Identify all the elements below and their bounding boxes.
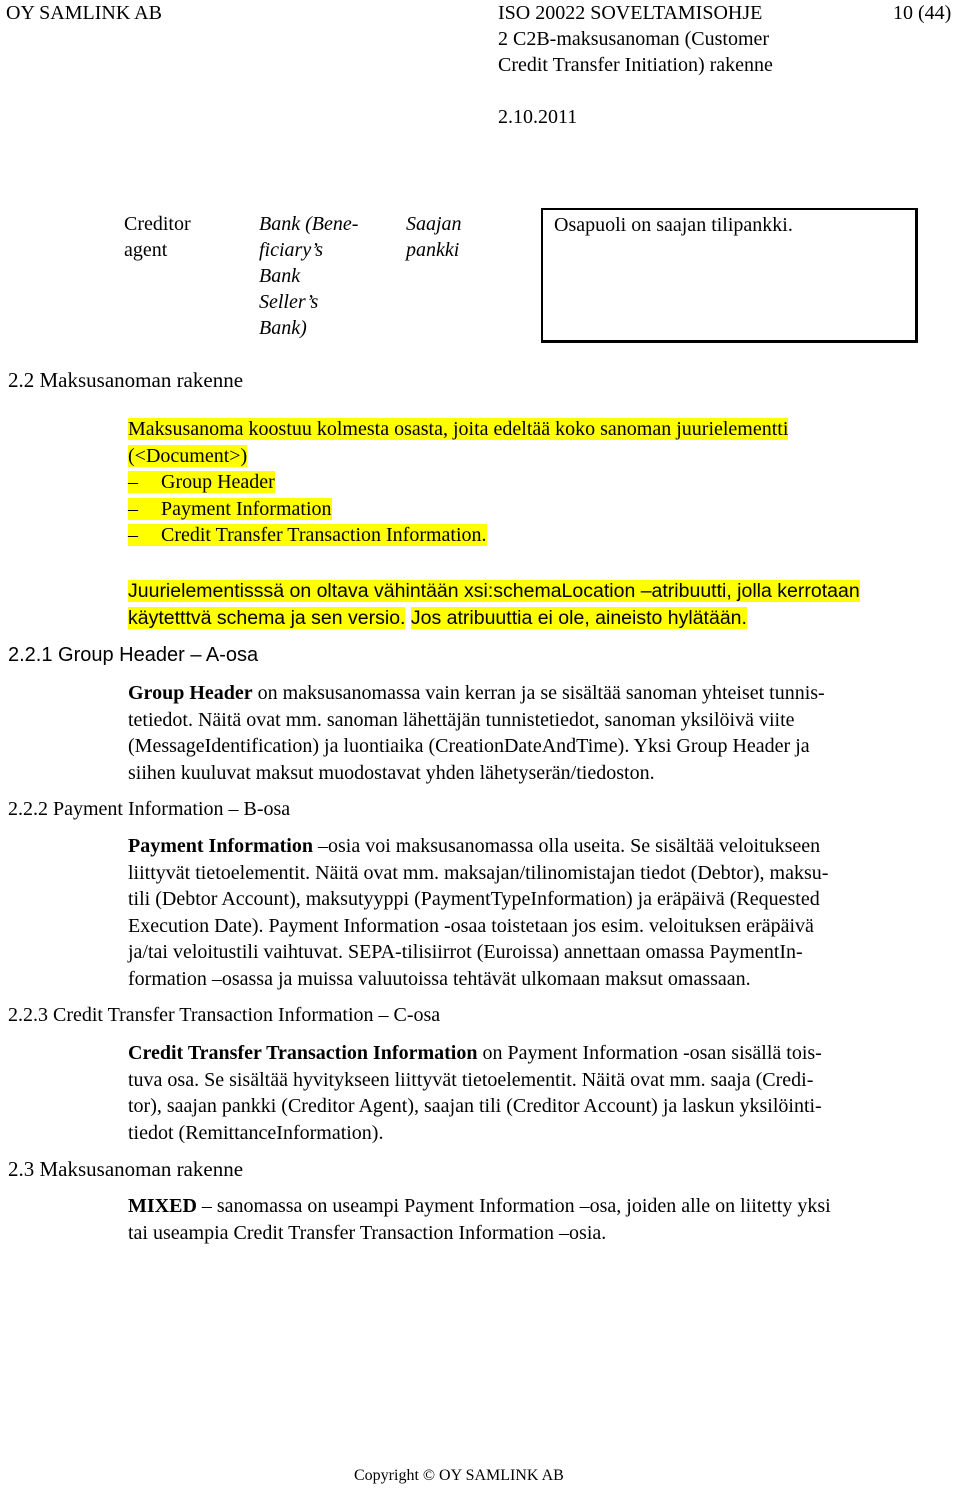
cell-line: Saajan: [406, 213, 462, 235]
document-title: ISO 20022 SOVELTAMISOHJE: [498, 2, 763, 24]
paragraph-line: tiedot (RemittanceInformation).: [128, 1121, 384, 1144]
line-text: on Payment Information -osan sisällä tois-: [477, 1042, 822, 1064]
note-line: [128, 578, 948, 605]
paragraph-line: tili (Debtor Account), maksutyyppi (PaymentTypeInformation) ja eräpäivä (Requested: [128, 888, 820, 910]
payment-information-paragraph: [128, 833, 928, 992]
note-line: [128, 605, 948, 632]
list-item-label: Credit Transfer Transaction Information.: [161, 524, 487, 546]
note-text: Jos atribuuttia ei ole, aineisto hylätään.: [410, 606, 747, 629]
paragraph-line: tai useampia Credit Transfer Transaction Information –osia.: [128, 1221, 607, 1244]
paragraph-line: siihen kuuluvat maksut muodostavat yhden lähetyserän/tiedoston.: [128, 761, 655, 784]
intro-line: [128, 443, 928, 470]
paragraph-line: liittyvät tietoelementit. Näitä ovat mm. maksajan/tilinomistajan tiedot (Debtor), maksu-: [128, 861, 829, 884]
cell-line: Bank): [259, 317, 307, 339]
cell-line: Osapuoli on saajan tilipankki.: [554, 214, 793, 236]
note-text: Juurielementisssä on oltava vähintään xsi:schemaLocation –atribuutti, jolla kerrotaan: [128, 580, 860, 602]
list-item: [128, 469, 928, 496]
paragraph-line: [128, 1193, 928, 1220]
list-item: [128, 522, 928, 549]
paragraph-line: [128, 833, 928, 860]
line-text: – sanomassa on useampi Payment Information –osa, joiden alle on liitetty yksi: [196, 1195, 831, 1217]
cell-line: Bank: [259, 265, 301, 287]
company-name: OY SAMLINK AB: [6, 2, 162, 24]
cell-line: ficiary’s: [259, 239, 324, 261]
cell-line: pankki: [406, 239, 460, 261]
paragraph-line: (MessageIdentification) ja luontiaika (CreationDateAndTime). Yksi Group Header ja: [128, 735, 810, 757]
paragraph-line: tetiedot. Näitä ovat mm. sanoman lähettäjän tunnistetiedot, sanoman yksilöivä viite: [128, 708, 795, 731]
note-text: käytetttvä schema ja sen versio.: [128, 606, 406, 629]
term-group-header: Group Header: [128, 682, 253, 704]
line-text: on maksusanomassa vain kerran ja se sisältää sanoman yhteiset tunnis-: [252, 682, 825, 704]
section-heading-2-2-3: 2.2.3 Credit Transfer Transaction Information – C-osa: [8, 1004, 441, 1026]
list-item-label: Payment Information: [161, 497, 332, 520]
dash-bullet: –: [128, 497, 138, 520]
group-header-paragraph: [128, 680, 928, 786]
party-definition-table: [112, 208, 918, 343]
paragraph-line: formation –osassa ja muissa valuutoissa tehtävät ulkomaan maksut omassaan.: [128, 967, 751, 990]
cell-line: Creditor: [124, 213, 191, 235]
structure-intro: [128, 416, 928, 549]
dash-bullet: –: [128, 471, 138, 493]
list-item-label: Group Header: [161, 471, 275, 493]
document-subtitle-line-1: 2 C2B-maksusanoman (Customer: [498, 28, 770, 50]
cell-iso-name: [112, 209, 259, 341]
term-payment-information: Payment Information: [128, 835, 313, 857]
document-date: 2.10.2011: [498, 106, 578, 128]
section-heading-2-2-1: 2.2.1 Group Header – A-osa: [8, 644, 259, 666]
paragraph-line: Execution Date). Payment Information -osaa toistetaan jos esim. veloituksen eräpäivä: [128, 914, 814, 937]
intro-text: Maksusanoma koostuu kolmesta osasta, joita edeltää koko sanoman juurielementti: [128, 418, 789, 440]
paragraph-line: tor), saajan pankki (Creditor Agent), saajan tili (Creditor Account) ja laskun yksilöinti-: [128, 1095, 822, 1117]
dash-bullet: –: [128, 524, 138, 546]
cell-finnish-name: [406, 209, 542, 341]
list-item: [128, 496, 928, 523]
cell-line: agent: [124, 239, 168, 261]
term-mixed: MIXED: [128, 1195, 197, 1217]
table-row: [112, 209, 917, 341]
paragraph-line: tuva osa. Se sisältää hyvitykseen liittyvät tietoelementit. Näitä ovat mm. saaja (Credi-: [128, 1068, 814, 1091]
intro-line: [128, 416, 928, 443]
term-credit-transfer: Credit Transfer Transaction Information: [128, 1042, 478, 1064]
cell-line: Bank (Bene-: [259, 213, 359, 235]
line-text: –osia voi maksusanomassa olla useita. Se sisältää veloitukseen: [312, 835, 821, 857]
document-subtitle-line-2: Credit Transfer Initiation) rakenne: [498, 54, 773, 76]
intro-text: (<Document>): [128, 444, 248, 467]
schema-location-note: [128, 578, 948, 631]
paragraph-line: ja/tai veloitustili vaihtuvat. SEPA-tilisiirrot (Euroissa) annettaan omassa PaymentIn-: [128, 941, 803, 963]
cell-english-name: [259, 209, 406, 341]
section-heading-2-3: 2.3 Maksusanoman rakenne: [8, 1157, 244, 1181]
mixed-paragraph: [128, 1193, 928, 1246]
section-heading-2-2-2: 2.2.2 Payment Information – B-osa: [8, 798, 291, 820]
copyright-footer: Copyright © OY SAMLINK AB: [354, 1467, 564, 1484]
cell-description: [542, 209, 917, 341]
cell-line: Seller’s: [259, 291, 319, 313]
paragraph-line: [128, 1040, 928, 1067]
page-number: 10 (44): [893, 2, 952, 24]
credit-transfer-paragraph: [128, 1040, 928, 1146]
paragraph-line: [128, 680, 928, 707]
section-heading-2-2: 2.2 Maksusanoman rakenne: [8, 368, 244, 392]
